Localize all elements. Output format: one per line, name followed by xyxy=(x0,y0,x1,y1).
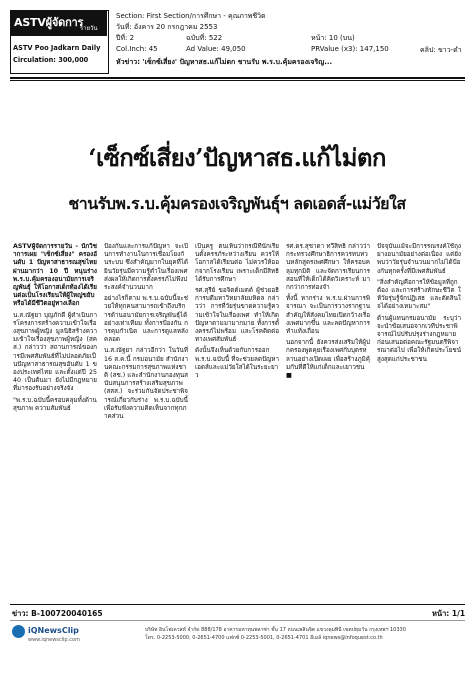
meta-date: วันที่: อังคาร 20 กรกฎาคม 2553 xyxy=(116,23,218,31)
footer-rule xyxy=(10,604,465,605)
meta-page: หน้า: 10 (บน) xyxy=(311,34,355,42)
footer-rule-thin xyxy=(10,620,465,621)
article-column-3 xyxy=(195,243,279,583)
clip-code: ข่าว: B-100720040165 xyxy=(12,609,103,618)
footer-address: บริษัท อินโฟเควสท์ จำกัด 888/178 อาคารมหาทุนพลาซ่า ชั้น 17 ถนนเพลินจิต แขวงลุมพินี เขตปทุมวัน กรุงเทพฯ 10330 xyxy=(145,627,406,633)
masthead-logo: ASTVผู้จัดการ xyxy=(14,16,84,29)
meta-pr-value: PRValue (x3): 147,150 xyxy=(311,45,389,53)
meta-issue: ฉบับที่: 522 xyxy=(186,34,223,42)
meta-headline: หัวข่าว: 'เซ็กซ์เสี่ยง' ปัญหาสธ.แก้ไม่ตก ชานรับ พ.ร.บ.คุ้มครองเจริญ... xyxy=(116,58,333,66)
page-counter: หน้า: 1/1 xyxy=(432,609,466,618)
article-paragraph: น.ส.ณัฐยา กล่าวอีกว่า ในวันที่ 16 ส.ค.นี้ กรมอนามัย สำนักงานคณะกรรมการสุขภาพแห่งชาติ (สช.) และสำนักงานกองทุนสนับสนุนการสร้างเสริมสุขภาพ (สสส.) จะร่วมกันจัดประชาพิจารณ์เกี่ยวกับร่าง พ.ร.บ.ฉบับนี้ เพื่อรับฟังความคิดเห็นจากทุกภาคส่วน xyxy=(104,347,188,421)
meta-section: Section: First Section/การศึกษา - คุณภาพชีวิต xyxy=(116,12,266,20)
article-paragraph: เป็นครู ตนเห็นว่ากรณีที่นักเรียนตั้งครรภ์ระหว่างเรียน ควรให้โอกาสได้เรียนต่อ ไม่ควรให้ออกจากโรงเรียน เพราะเด็กมีสิทธิได้รับการศึกษา xyxy=(195,243,279,283)
article-headline: ‘เซ็กซ์เสี่ยง’ปัญหาสธ.แก้ไม่ตก xyxy=(88,143,386,172)
iqnewsclip-url: www.iqnewsclip.com xyxy=(28,637,80,643)
masthead-logo-sub: รายวัน xyxy=(80,25,98,32)
publication-name: ASTV Poo Jadkarn Daily xyxy=(13,44,101,52)
header-rule xyxy=(10,77,465,79)
iqnewsclip-brand: iQNewsClip xyxy=(28,626,79,635)
header-rule-thin xyxy=(10,80,465,81)
meta-col-inch: Col.Inch: 45 xyxy=(116,45,158,53)
article-paragraph: น.ส.ณัฐยา บุญภักดี ผู้ดำเนินการโครงการสร้างความเข้าใจเรื่องสุขภาพผู้หญิง มูลนิธิสร้างความเข้าใจเรื่องสุขภาพผู้หญิง (สคส.) กล่าวว่า สถานการณ์ของการมีเพศสัมพันธ์ที่ไม่ปลอดภัยเป็นปัญหาสาธารณสุขอันดับ 1 ของประเทศไทย และตั้งแต่ปี 2540 เป็นต้นมา ยังไม่มีกฎหมายที่มารองรับอย่างจริงจัง xyxy=(13,311,97,393)
circulation: Circulation: 300,000 xyxy=(13,56,89,64)
article-paragraph: ดังนั้นจึงเห็นด้วยกับการออก พ.ร.บ.ฉบับนี้ ที่จะช่วยลดปัญหาเอดส์และแม่วัยใสได้ในระยะยาว xyxy=(195,347,279,380)
article-paragraph: ASTVผู้จัดการรายวัน - นักวิชาการเผย "เซ็กซ์เสี่ยง" ครองอันดับ 1 ปัญหาสาธารณสุขไทยผ่านมากว่า 10 ปี หนุนร่าง พ.ร.บ.คุ้มครองอนามัยการเจริญพันธุ์ ให้โอกาสเด็กท้องได้เรียนต่อเป็นโรงเรียนให้ผู้ใหญ่ขยับหรือได้มีชีวิตอยู่ทางเลือก xyxy=(13,243,97,308)
article-column-1 xyxy=(13,243,97,583)
article-column-4 xyxy=(286,243,370,583)
article-paragraph: นอกจากนี้ ยังควรส่งเสริมให้ผู้ปกครองพูดคุยเรื่องเพศกับบุตรหลานอย่างเปิดเผย เพื่อสร้างภูมิคุ้มกันที่ดีให้แก่เด็กและเยาวชน ■ xyxy=(286,339,370,380)
meta-volume: ปีที่: 2 xyxy=(116,34,135,42)
article-subheadline: ชานรับพ.ร.บ.คุ้มครองเจริญพันธุ์ฯ ลดเอดส์-แม่วัยใส xyxy=(68,194,406,213)
article-paragraph: ป้องกันและการแก้ปัญหา จะเป็นการทำงานในการเชื่อมโยงกันระบบ ซึ่งสำคัญมากในยุคที่ได้ยินวัยรุ่นมีความรู้ต่ำในเรื่องเพศ ส่งผลให้เกิดการตั้งครรภ์ไม่พึงประสงค์จำนวนมาก xyxy=(104,243,188,292)
article-paragraph: ปัจจุบันแม้จะมีการรณรงค์ใช้ถุงยางอนามัยอย่างต่อเนื่อง แต่ยังพบว่าวัยรุ่นจำนวนมากไม่ได้ป้องกันทุกครั้งที่มีเพศสัมพันธ์ xyxy=(377,243,461,275)
article-paragraph: รศ.ดร.สุชาดา ทวีสิทธิ์ กล่าวว่า กระทรวงศึกษาธิการควรทบทวนหลักสูตรเพศศึกษา ให้ครอบคลุมทุกมิติ และจัดการเรียนการสอนที่ให้เด็กได้คิดวิเคราะห์ มากกว่าการท่องจำ xyxy=(286,243,370,292)
iqnewsclip-logo-icon xyxy=(12,625,25,638)
meta-ad-value: Ad Value: 49,050 xyxy=(186,45,246,53)
article-paragraph: "พ.ร.บ.ฉบับนี้ครอบคลุมทั้งด้านสุขภาพ ความสัมพันธ์ xyxy=(13,396,97,412)
meta-clip: คลิป: ขาว-ดำ xyxy=(420,46,462,54)
article-column-5 xyxy=(377,243,461,583)
article-paragraph: รศ.สุรีย์ ขอจิตต์เมตต์ ผู้ช่วยอธิการบดีมหาวิทยาลัยมหิดล กล่าวว่า การที่วัยรุ่นขาดความรู้ความเข้าใจในเรื่องเพศ ทำให้เกิดปัญหาตามมามากมาย ทั้งการตั้งครรภ์ไม่พร้อม และโรคติดต่อทางเพศสัมพันธ์ xyxy=(195,287,279,344)
article-paragraph: ทั้งนี้ หากร่าง พ.ร.บ.ผ่านการพิจารณา จะเป็นการวางรากฐานสำคัญให้สังคมไทยเปิดกว้างเรื่องเพศมากขึ้น และลดปัญหาการทำแท้งเถื่อน xyxy=(286,295,370,336)
article-paragraph: ด้านผู้แทนกรมอนามัย ระบุว่า จะนำข้อเสนอจากเวทีประชาพิจารณ์ไปปรับปรุงร่างกฎหมาย ก่อนเสนอต่อคณะรัฐมนตรีพิจารณาต่อไป เพื่อให้เกิดประโยชน์สูงสุดแก่ประชาชน xyxy=(377,314,461,363)
article-paragraph: "สิ่งสำคัญคือการให้ข้อมูลที่ถูกต้อง และการสร้างทักษะชีวิต ให้วัยรุ่นรู้จักปฏิเสธ และตัดสินใจได้อย่างเหมาะสม" xyxy=(377,278,461,311)
footer-contact: โทร. 0-2253-5000, 0-2651-4700 แฟกซ์ 0-2253-5001, 0-2651-4701 อีเมล์ iqnews@infoquest.co.th xyxy=(145,635,383,641)
article-paragraph: อย่างไรก็ตาม พ.ร.บ.ฉบับนี้จะช่วยให้ทุกคนสามารถเข้าถึงบริการด้านอนามัยการเจริญพันธุ์ได้อย่างเท่าเทียม ทั้งการป้องกัน การคุมกำเนิด และการดูแลหลังคลอด xyxy=(104,295,188,344)
article-column-2 xyxy=(104,243,188,583)
